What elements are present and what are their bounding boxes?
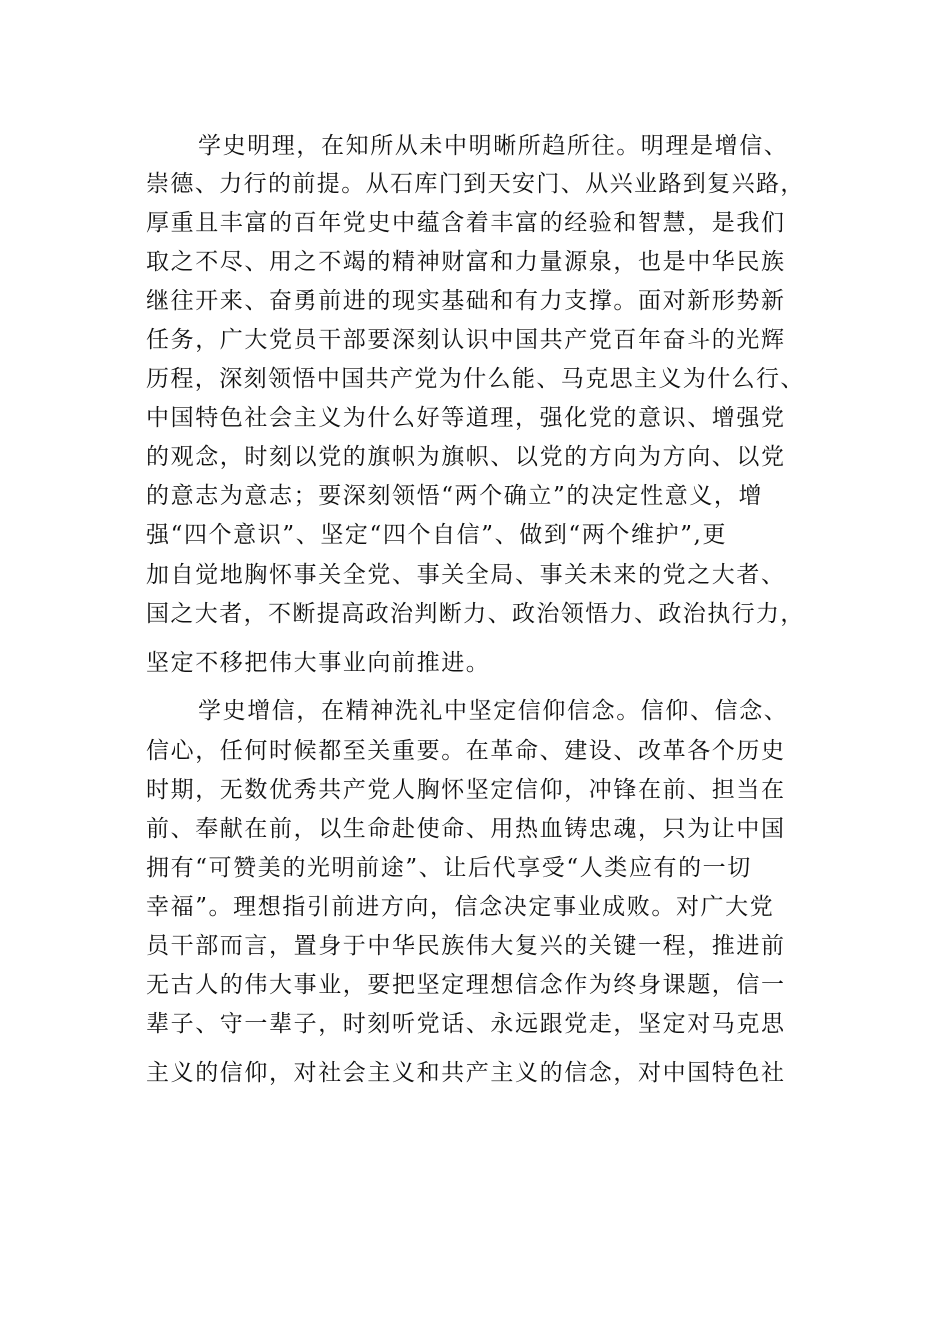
paragraph-1-line-6: 任务，广大党员干部要深刻认识中国共产党百年奋斗的光辉 xyxy=(146,327,786,353)
paragraph-1-line-4: 取之不尽、用之不竭的精神财富和力量源泉，也是中华民族 xyxy=(146,249,786,275)
paragraph-2-line-9: 辈子、守一辈子，时刻听党话、永远跟党走，坚定对马克思 xyxy=(146,1011,786,1037)
paragraph-1-line-3: 厚重且丰富的百年党史中蕴含着丰富的经验和智慧，是我们 xyxy=(146,210,786,236)
paragraph-2-line-7: 员干部而言，置身于中华民族伟大复兴的关键一程，推进前 xyxy=(146,933,786,959)
paragraph-1-line-14: 坚定不移把伟大事业向前推进。 xyxy=(146,650,491,676)
paragraph-2-line-4: 前、奉献在前，以生命赴使命、用热血铸忠魂，只为让中国 xyxy=(146,816,786,842)
paragraph-1-line-9: 的观念，时刻以党的旗帜为旗帜、以党的方向为方向、以党 xyxy=(146,444,786,470)
paragraph-1-line-8: 中国特色社会主义为什么好等道理，强化党的意识、增强党 xyxy=(146,405,786,431)
paragraph-1-line-2: 崇德、力行的前提。从石库门到天安门、从兴业路到复兴路， xyxy=(146,171,805,197)
paragraph-2-line-10: 主义的信仰，对社会主义和共产主义的信念，对中国特色社 xyxy=(146,1060,786,1086)
paragraph-1-line-13: 国之大者，不断提高政治判断力、政治领悟力、政治执行力， xyxy=(146,601,805,627)
paragraph-2-line-8: 无古人的伟大事业，要把坚定理想信念作为终身课题，信一 xyxy=(146,972,786,998)
paragraph-1-line-5: 继往开来、奋勇前进的现实基础和有力支撑。面对新形势新 xyxy=(146,288,786,314)
paragraph-2-line-2: 信心，任何时候都至关重要。在革命、建设、改革各个历史 xyxy=(146,738,786,764)
paragraph-1-line-7: 历程，深刻领悟中国共产党为什么能、马克思主义为什么行、 xyxy=(146,366,805,392)
paragraph-1-line-10: 的意志为意志；要深刻领悟“两个确立”的决定性意义，增 xyxy=(146,483,764,509)
paragraph-2-line-6: 幸福”。理想指引前进方向，信念决定事业成败。对广大党 xyxy=(146,894,775,920)
paragraph-2-line-3: 时期，无数优秀共产党人胸怀坚定信仰，冲锋在前、担当在 xyxy=(146,777,786,803)
paragraph-1-line-12: 加自觉地胸怀事关全党、事关全局、事关未来的党之大者、 xyxy=(146,562,786,588)
paragraph-1-line-11: 强“四个意识”、坚定“四个自信”、做到“两个维护”,更 xyxy=(146,522,728,548)
paragraph-2-line-5: 拥有“可赞美的光明前途”、让后代享受“人类应有的一切 xyxy=(146,855,752,881)
paragraph-1-line-1: 学史明理，在知所从未中明晰所趋所往。明理是增信、 xyxy=(198,133,789,159)
paragraph-2-line-1: 学史增信，在精神洗礼中坚定信仰信念。信仰、信念、 xyxy=(198,698,789,724)
